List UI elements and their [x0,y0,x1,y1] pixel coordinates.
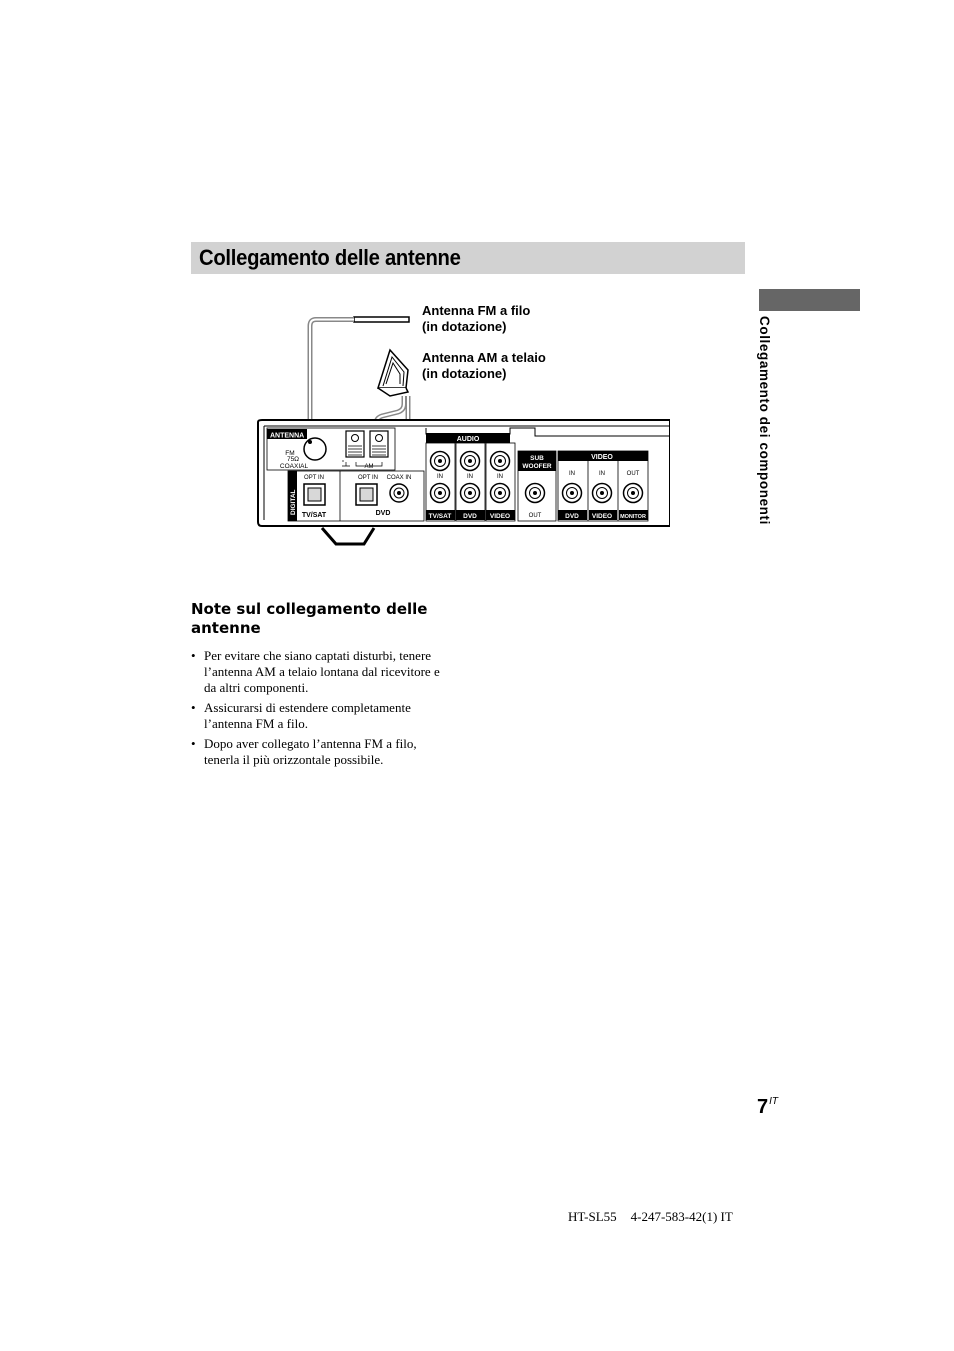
notes-heading-line2: antenne [191,619,261,637]
notes-list [191,648,451,772]
video-jack-monitor [624,484,643,503]
video-jack-dvd [563,484,582,503]
bullet-icon: • [191,700,196,715]
label-woofer: WOOFER [522,463,552,470]
label-monitor: MONITOR [620,514,646,520]
am-loop-antenna [378,350,408,396]
note-text: Assicurarsi di estendere completamente l’antenna FM a filo. [204,700,411,731]
label-coaxial: COAXIAL [279,463,309,470]
label-audio: AUDIO [456,436,480,443]
list-item [191,648,451,696]
label-fm: FM [285,450,295,457]
bullet-icon: • [191,648,196,663]
antenna-connection-diagram [250,300,670,552]
label-video-audio: VIDEO [489,513,511,520]
label-am: AM [364,464,374,470]
label-video-video: VIDEO [591,513,613,520]
label-dvd-video: DVD [565,513,579,520]
label-opt-in-dvd: OPT IN [358,475,378,481]
label-tv-sat-audio: TV/SAT [428,513,452,520]
label-out-monitor: OUT [626,471,640,477]
page-number [757,1096,778,1119]
receiver-foot [322,528,374,544]
label-in-dvd: IN [467,474,473,480]
label-out-sub: OUT [528,513,542,519]
label-dvd-digital: DVD [375,510,391,517]
label-coax-in: COAX IN [386,475,412,481]
label-sub: SUB [530,455,544,462]
list-item [191,700,451,732]
footer-code: 4-247-583-42(1) IT [630,1209,733,1224]
fm-wire-antenna [354,317,409,322]
list-item [191,736,451,768]
label-in-video: IN [497,474,503,480]
notes-heading-line1: Note sul collegamento delle [191,600,428,618]
callout-am-line1: Antenna AM a telaio [422,350,546,365]
am-terminal-right [370,431,388,457]
note-text: Per evitare che siano captati disturbi, tenere l’antenna AM a telaio lontana dal ricevitore e da altri componenti. [204,648,440,695]
label-tv-sat-digital: TV/SAT [301,512,327,519]
label-in-video-dvd: IN [569,471,575,477]
label-dvd-audio: DVD [463,513,477,520]
label-antenna: ANTENNA [270,432,305,440]
bullet-icon: • [191,736,196,751]
am-terminal-left [346,431,364,457]
section-title-bar [191,242,745,274]
label-opt-in-tv: OPT IN [304,475,324,481]
label-75-ohm: 75Ω [286,456,300,463]
label-in-tv-sat: IN [437,474,443,480]
page-number-suffix: IT [769,1096,779,1107]
note-text: Dopo aver collegato l’antenna FM a filo, tenerla il più orizzontale possibile. [204,736,417,767]
video-jack-video [593,484,612,503]
footer-model: HT-SL55 [568,1209,617,1224]
callout-fm-line1: Antenna FM a filo [422,303,531,318]
label-video-header: VIDEO [591,454,613,461]
notes-heading [191,600,461,638]
label-digital: DIGITAL [290,489,297,515]
fm-coaxial-jack [304,438,326,460]
side-tab-marker [759,289,860,311]
callout-am-line2: (in dotazione) [422,366,507,381]
page-number-value: 7 [757,1096,769,1118]
section-title: Collegamento delle antenne [199,245,461,270]
label-in-video-video: IN [599,471,605,477]
document-footer [568,1209,733,1225]
side-chapter-label: Collegamento dei componenti [757,316,772,525]
callout-fm-line2: (in dotazione) [422,319,507,334]
